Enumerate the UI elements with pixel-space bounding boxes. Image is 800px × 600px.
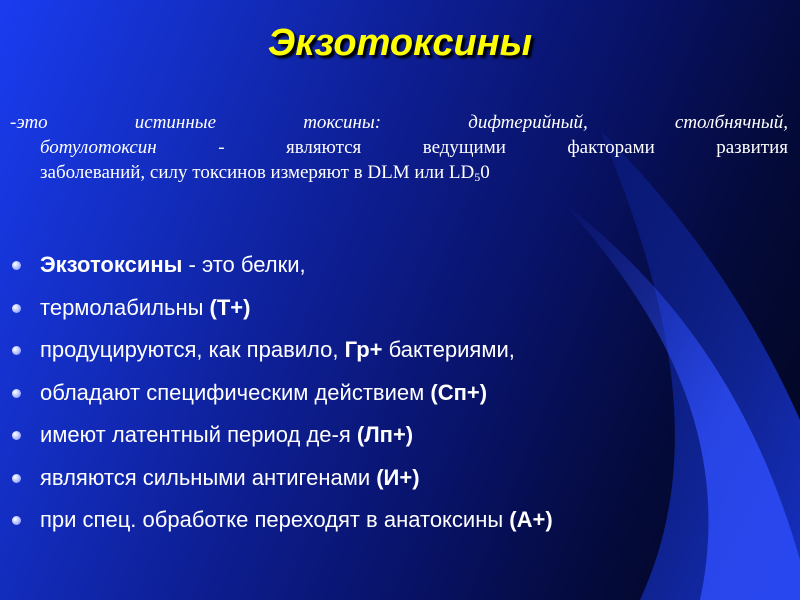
intro-line-1: -это истинные токсины: дифтерийный, столбнячный,	[10, 112, 789, 133]
bullet-item: являются сильными антигенами (И+)	[12, 457, 772, 500]
bullet-icon	[12, 389, 21, 398]
bullet-icon	[12, 261, 21, 270]
bullet-item: Экзотоксины - это белки,	[12, 244, 772, 287]
slide-title: Экзотоксины	[267, 22, 533, 64]
intro-paragraph	[10, 110, 788, 190]
bullet-item: обладают специфическим действием (Сп+)	[12, 372, 772, 415]
bullet-icon	[12, 346, 21, 355]
bullet-icon	[12, 516, 21, 525]
bullet-icon	[12, 431, 21, 440]
bullet-item: при спец. обработке переходят в анатоксины (А+)	[12, 499, 772, 542]
intro-line-3: заболеваний, силу токсинов измеряют в DLM или $LD_50$	[40, 162, 490, 184]
bullet-item: продуцируются, как правило, Гр+ бактериями,	[12, 329, 772, 372]
bullet-item: термолабильны (Т+)	[12, 287, 772, 330]
intro-line-2: ботулотоксин - являются ведущими факторами развития	[40, 137, 788, 158]
bullet-list	[12, 244, 772, 542]
bullet-icon	[12, 474, 21, 483]
bullet-icon	[12, 304, 21, 313]
bullet-item: имеют латентный период де-я (Лп+)	[12, 414, 772, 457]
